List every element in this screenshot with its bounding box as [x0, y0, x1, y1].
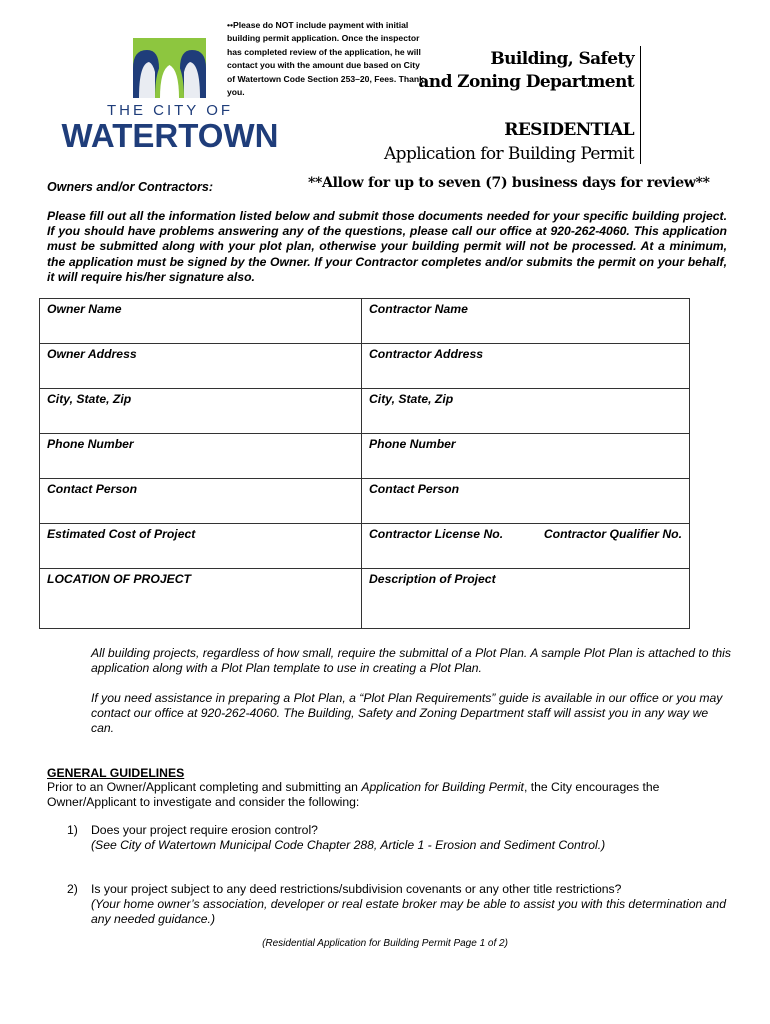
- logo-watertown: WATERTOWN: [61, 117, 279, 154]
- table-row: [40, 344, 690, 389]
- question-number: 2): [67, 882, 78, 896]
- estimated-cost-field[interactable]: Estimated Cost of Project: [40, 524, 362, 569]
- department-line-2: and Zoning Department: [418, 72, 634, 92]
- guidelines-intro: [47, 780, 727, 810]
- watertown-arch-logo-icon: [133, 38, 206, 98]
- table-row: [40, 524, 690, 569]
- guidelines-heading: GENERAL GUIDELINES: [47, 766, 185, 780]
- review-notice: **Allow for up to seven (7) business days for review**: [308, 175, 710, 191]
- question-note: (Your home owner’s association, developer or real estate broker may be able to assist you with this determination and any needed guidance.): [91, 897, 726, 926]
- guidelines-form-name: Application for Building Permit: [361, 780, 524, 794]
- project-description-field[interactable]: Description of Project: [362, 569, 690, 629]
- table-row: [40, 434, 690, 479]
- contractor-qualifier-label: Contractor Qualifier No.: [543, 527, 682, 541]
- contractor-address-field[interactable]: Contractor Address: [362, 344, 690, 389]
- question-text: Does your project require erosion control?: [91, 823, 318, 837]
- owner-phone-field[interactable]: Phone Number: [40, 434, 362, 479]
- contractor-contact-field[interactable]: Contact Person: [362, 479, 690, 524]
- contractor-name-field[interactable]: Contractor Name: [362, 299, 690, 344]
- application-subtitle: Application for Building Permit: [383, 144, 634, 164]
- page-footer: (Residential Application for Building Permit Page 1 of 2): [262, 938, 508, 949]
- guidelines-text-start: Prior to an Owner/Applicant completing and submitting an: [47, 780, 362, 794]
- table-row: [40, 299, 690, 344]
- heading-divider: [640, 46, 641, 164]
- table-row: [40, 479, 690, 524]
- intro-instructions: Please fill out all the information listed below and submit those documents needed for your specific building project. If you should have problems answering any of the questions, please call our office at 920-262-4060. This application must be submitted along with your plot plan, otherwise your building permit will not be processed. At a minimum, the application must be signed by the Owner. If your Contractor completes and/or submits the permit on your behalf, it will require his/her signature also.: [47, 209, 727, 284]
- guidelines-text-end: , the City encourages the Owner/Applicant to investigate and consider the following:: [47, 780, 660, 809]
- project-location-field[interactable]: LOCATION OF PROJECT: [40, 569, 362, 629]
- question-text: Is your project subject to any deed restrictions/subdivision covenants or any other title restrictions?: [91, 882, 622, 896]
- list-item: [67, 882, 737, 927]
- application-form: [39, 298, 690, 629]
- license-qualifier-split: [369, 527, 682, 541]
- contractor-license-cell[interactable]: [362, 524, 690, 569]
- owner-city-state-zip-field[interactable]: City, State, Zip: [40, 389, 362, 434]
- owners-contractors-label: Owners and/or Contractors:: [47, 180, 213, 194]
- owner-name-field[interactable]: Owner Name: [40, 299, 362, 344]
- plot-plan-paragraph: All building projects, regardless of how small, require the submittal of a Plot Plan. A sample Plot Plan is attached to this application along with a Plot Plan template to use in creating a Plot Plan.: [91, 646, 731, 675]
- owner-contact-field[interactable]: Contact Person: [40, 479, 362, 524]
- question-number: 1): [67, 823, 78, 837]
- department-heading: [418, 48, 634, 94]
- owner-address-field[interactable]: Owner Address: [40, 344, 362, 389]
- application-title: [384, 118, 634, 166]
- payment-note: ••Please do NOT include payment with initial building permit application. Once the inspector has completed review of the application, he will contact you with the amount due based on City of Watertown Code Section 253–20, Fees. Thank you.: [227, 20, 424, 98]
- department-line-1: Building, Safety: [490, 49, 634, 69]
- contractor-city-state-zip-field[interactable]: City, State, Zip: [362, 389, 690, 434]
- question-note: (See City of Watertown Municipal Code Chapter 288, Article 1 - Erosion and Sediment Control.): [91, 838, 606, 852]
- contractor-license-label: Contractor License No.: [369, 527, 504, 541]
- logo-city-of: THE CITY OF: [106, 102, 234, 119]
- residential-title: RESIDENTIAL: [504, 120, 634, 140]
- contractor-phone-field[interactable]: Phone Number: [362, 434, 690, 479]
- table-row: [40, 569, 690, 629]
- table-row: [40, 389, 690, 434]
- list-item: [67, 823, 737, 853]
- assistance-paragraph: If you need assistance in preparing a Plot Plan, a “Plot Plan Requirements” guide is available in our office or you may contact our office at 920-262-4060. The Building, Safety and Zoning Department staff will assist you in any way we can.: [91, 691, 723, 735]
